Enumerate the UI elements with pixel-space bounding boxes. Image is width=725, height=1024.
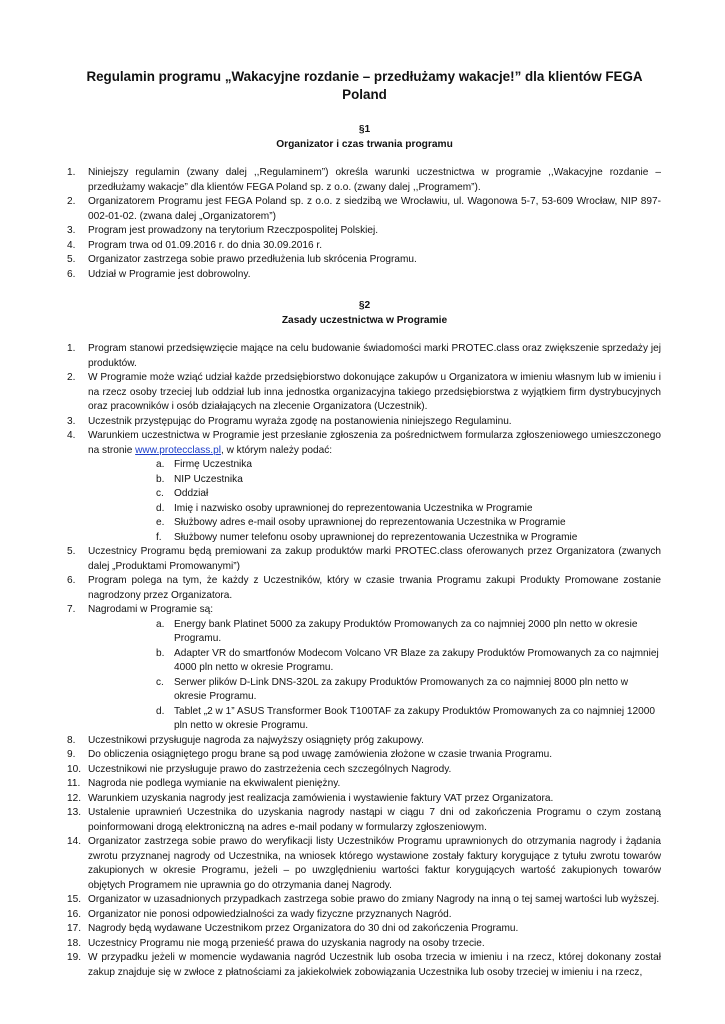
item-number: 2. (67, 372, 76, 383)
list-item (68, 792, 661, 807)
sub-item-letter: e. (156, 517, 165, 528)
item-number: 3. (67, 225, 76, 236)
item-text: Uczestnicy Programu nie mogą przenieść prawa do uzyskania nagrody na osoby trzecie. (88, 937, 485, 949)
sub-item-letter: a. (156, 459, 165, 470)
sub-item-letter: f. (156, 531, 162, 543)
sub-item-letter: d. (156, 502, 165, 514)
item-number: 14. (67, 836, 82, 847)
item-text: Ustalenie uprawnień Uczestnika do uzyskania nagrody nastąpi w ciągu 7 dni od zakończenia Programu o czym zostaną poinformowani drogą elektroniczną na adres e-mail podany w formularzy zgłoszeniowym. (88, 807, 661, 833)
sub-item-text: Adapter VR do smartfonów Modecom Volcano VR Blaze za zakupy Produktów Promowanych za co najmniej 4000 pln netto w okresie Programu. (174, 647, 659, 673)
list-item (68, 268, 661, 283)
item-number: 18. (67, 937, 82, 949)
item-number: 15. (67, 894, 82, 905)
list-item (68, 166, 661, 195)
sub-item-text: Służbowy numer telefonu osoby uprawnionej do reprezentowania Uczestnika w Programie (174, 531, 578, 543)
section-title: Organizator i czas trwania programu (276, 139, 453, 150)
item-number: 2. (67, 196, 76, 207)
sub-item-text: Energy bank Platinet 5000 za zakupy Produktów Promowanych za co najmniej 2000 pln netto w okresie Programu. (174, 618, 638, 644)
item-text: Organizator zastrzega sobie prawo przedłużenia lub skrócenia Programu. (88, 254, 417, 265)
sub-item-letter: b. (156, 473, 165, 485)
item-number: 11. (67, 778, 81, 789)
item-text: Uczestnikowi nie przysługuje prawo do zastrzeżenia cech szczególnych Nagrody. (88, 763, 452, 775)
item-text: Organizator w uzasadnionych przypadkach zastrzega sobie prawo do zmiany Nagrody na inną o tej samej wartości lub wyższej. (88, 894, 660, 905)
item-text: W Programie może wziąć udział każde przedsiębiorstwo dokonujące zakupów u Organizatora w imieniu własnym lub w imieniu i na rzecz osoby trzeciej lub oddział lub inna jednostka organizacyjna takiego przedsiębiorstwa z wyjątkiem firm dystrybucyjnych oraz pracowników i osób działających na zlecenie Organizatora (Uczestnik). (88, 372, 661, 412)
item-number: 3. (67, 415, 76, 427)
item-number: 17. (67, 923, 82, 934)
list-item (68, 835, 661, 893)
section-title: Zasady uczestnictwa w Programie (281, 315, 448, 326)
sub-item-letter: a. (156, 618, 165, 630)
item-text: Nagrodami w Programie są: (88, 604, 214, 615)
item-number: 16. (67, 908, 82, 920)
list-item (68, 893, 661, 908)
list-item (68, 239, 661, 254)
item-text: Warunkiem uczestnictwa w Programie jest przesłanie zgłoszenia za pośrednictwem formularza zgłoszeniowego umieszczonego na stronie (88, 430, 661, 456)
sub-list-item (156, 647, 661, 676)
sub-item-text: Serwer plików D-Link DNS-320L za zakupy Produktów Promowanych za co najmniej 8000 pln netto w okresie Programu. (174, 676, 629, 702)
section-number: §1 (358, 124, 371, 135)
item-number: 7. (67, 604, 76, 615)
list-item (68, 937, 661, 952)
document-title: Regulamin programu „Wakacyjne rozdanie – przedłużamy wakacje!” dla klientów FEGA Poland (86, 69, 643, 102)
item-number: 19. (67, 952, 82, 963)
item-number: 4. (67, 239, 76, 251)
sub-item-letter: b. (156, 647, 165, 659)
item-number: 13. (67, 807, 82, 818)
list-item (68, 908, 661, 923)
item-text: Nagroda nie podlega wymianie na ekwiwalent pieniężny. (88, 778, 341, 789)
item-number: 4. (67, 430, 76, 441)
list-item (68, 342, 661, 371)
sub-item-letter: d. (156, 705, 165, 717)
sub-list-item (156, 473, 661, 488)
sub-item-text: Tablet „2 w 1” ASUS Transformer Book T100TAF za zakupy Produktów Promowanych za co najmniej 12000 pln netto w okresie Programu. (174, 705, 655, 731)
sub-list (88, 458, 661, 545)
item-number: 9. (67, 749, 76, 760)
sub-list-item (156, 487, 661, 502)
item-number: 10. (67, 763, 82, 775)
list-item (68, 734, 661, 749)
item-text: Organizatorem Programu jest FEGA Poland sp. z o.o. z siedzibą we Wrocławiu, ul. Wagonowa 5-7, 53-609 Wrocław, NIP 897-002-01-02. (zwana dalej „Organizatorem”) (88, 196, 661, 222)
section-2 (68, 298, 661, 980)
item-text-after: , w którym należy podać: (220, 444, 333, 456)
item-number: 1. (67, 343, 76, 354)
item-number: 5. (67, 254, 76, 265)
item-text: Program trwa od 01.09.2016 r. do dnia 30.09.2016 r. (88, 239, 322, 251)
sub-item-letter: c. (156, 488, 164, 499)
item-text: Uczestnikowi przysługuje nagroda za najwyższy osiągnięty próg zakupowy. (88, 734, 424, 746)
item-number: 6. (67, 575, 76, 586)
item-text: W przypadku jeżeli w momencie wydawania nagród Uczestnik lub osoba trzecia w imieniu i na rzecz, której dokonany został zakup znajduje się w zwłoce z płatnościami za jakiekolwiek zobowiązania Uczestnika lub osoby trzeciej w imieniu i na rzecz, (88, 952, 661, 978)
sub-list (88, 618, 661, 734)
sub-item-text: NIP Uczestnika (174, 473, 243, 485)
item-text: Nagrody będą wydawane Uczestnikom przez Organizatora do 30 dni od zakończenia Programu. (88, 923, 519, 934)
sub-list-item (156, 618, 661, 647)
list-item (68, 574, 661, 603)
list-item (68, 415, 661, 430)
sub-list-item (156, 516, 661, 531)
list-item (68, 253, 661, 268)
list-item (68, 951, 661, 980)
list-item (68, 763, 661, 778)
item-text: Program stanowi przedsięwzięcie mające na celu budowanie świadomości marki PROTEC.class oraz zwiększenie sprzedaży jej produktów. (88, 343, 661, 369)
sub-list-item (156, 531, 661, 546)
item-text: Organizator nie ponosi odpowiedzialności za wady fizyczne przyznanych Nagród. (88, 908, 452, 920)
section-1-list (68, 166, 661, 282)
sub-list-item (156, 705, 661, 734)
item-text: Uczestnicy Programu będą premiowani za zakup produktów marki PROTEC.class oferowanych przez Organizatora (zwanych dalej „Produktami Promowanymi”) (88, 546, 661, 572)
sub-list-item (156, 502, 661, 517)
item-number: 5. (67, 546, 76, 557)
section-number: §2 (358, 300, 371, 311)
item-number: 1. (67, 167, 76, 178)
list-item (68, 224, 661, 239)
list-item (68, 195, 661, 224)
list-item (68, 806, 661, 835)
list-item (68, 545, 661, 574)
item-number: 12. (67, 792, 82, 804)
list-item (68, 922, 661, 937)
item-text: Organizator zastrzega sobie prawo do weryfikacji listy Uczestników Programu uprawnionych do otrzymania nagrody i żądania zwrotu przyznanej nagrody od Uczestnika, na wniosek którego wystawione zostały faktury korygujące z tytułu zwrotu towarów zakupionych w okresie Programu, jeżeli – po uwzględnieniu wartości faktur korygujących wartość zakupionych towarów objętych Programem nie uprawnia go do otrzymania danej Nagrody. (88, 836, 661, 891)
item-text: Program polega na tym, że każdy z Uczestników, który w czasie trwania Programu zakupi Produkty Promowane zostanie nagrodzony przez Organizatora. (88, 575, 661, 601)
item-text: Niniejszy regulamin (zwany dalej ,,Regulaminem”) określa warunki uczestnictwa w programie ,,Wakacyjne rozdanie – przedłużamy wakacje” dla klientów FEGA Poland sp. z o.o. (zwany dalej ,,Programem”). (88, 167, 661, 193)
item-text: Warunkiem uzyskania nagrody jest realizacja zamówienia i wystawienie faktury VAT przez Organizatora. (88, 792, 554, 804)
sub-item-letter: c. (156, 676, 164, 688)
item-text: Udział w Programie jest dobrowolny. (88, 268, 251, 280)
sub-item-text: Oddział (174, 488, 209, 499)
sub-item-text: Imię i nazwisko osoby uprawnionej do reprezentowania Uczestnika w Programie (174, 502, 533, 514)
list-item (68, 429, 661, 545)
sub-list-item (156, 676, 661, 705)
sub-item-text: Służbowy adres e-mail osoby uprawnionej do reprezentowania Uczestnika w Programie (174, 517, 566, 528)
list-item (68, 371, 661, 415)
list-item (68, 748, 661, 763)
website-link[interactable]: www.protecclass.pl (135, 444, 221, 456)
item-text: Do obliczenia osiągniętego progu brane są pod uwagę zamówienia złożone w czasie trwania Programu. (88, 749, 553, 760)
list-item (68, 603, 661, 734)
sub-list-item (156, 458, 661, 473)
sub-item-text: Firmę Uczestnika (174, 459, 252, 470)
item-text: Uczestnik przystępując do Programu wyraża zgodę na postanowienia niniejszego Regulaminu. (88, 415, 512, 427)
section-1 (68, 122, 661, 282)
item-text: Program jest prowadzony na terytorium Rzeczpospolitej Polskiej. (88, 225, 379, 236)
item-number: 8. (67, 734, 76, 746)
section-2-list (68, 342, 661, 980)
list-item (68, 777, 661, 792)
item-number: 6. (67, 268, 76, 280)
